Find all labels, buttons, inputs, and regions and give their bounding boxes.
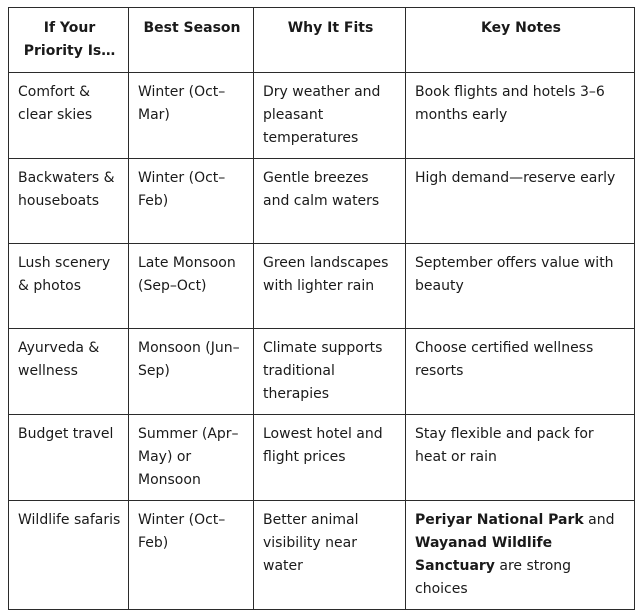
- cell-notes: Stay flexible and pack for heat or rain: [406, 415, 635, 501]
- cell-priority: Comfort & clear skies: [9, 73, 129, 159]
- cell-why: Green landscapes with lighter rain: [254, 244, 406, 329]
- table-container: [8, 7, 634, 610]
- header-notes: Key Notes: [406, 8, 635, 73]
- cell-notes: September offers value with beauty: [406, 244, 635, 329]
- cell-why: Dry weather and pleasant temperatures: [254, 73, 406, 159]
- cell-season: Winter (Oct–Feb): [129, 501, 254, 610]
- cell-priority: Ayurveda & wellness: [9, 329, 129, 415]
- note-tail: are strong choices: [415, 558, 572, 597]
- header-row: [9, 8, 635, 73]
- cell-why: Gentle breezes and calm waters: [254, 159, 406, 244]
- table-row: [9, 329, 635, 415]
- cell-notes: Choose certified wellness resorts: [406, 329, 635, 415]
- cell-priority: Budget travel: [9, 415, 129, 501]
- cell-why: Climate supports traditional therapies: [254, 329, 406, 415]
- table-row: [9, 73, 635, 159]
- cell-season: Late Monsoon (Sep–Oct): [129, 244, 254, 329]
- cell-priority: Lush scenery & photos: [9, 244, 129, 329]
- cell-notes: [406, 501, 635, 610]
- cell-why: Better animal visibility near water: [254, 501, 406, 610]
- cell-season: Summer (Apr–May) or Monsoon: [129, 415, 254, 501]
- cell-season: Winter (Oct–Feb): [129, 159, 254, 244]
- table-row: [9, 244, 635, 329]
- cell-why: Lowest hotel and flight prices: [254, 415, 406, 501]
- cell-season: Winter (Oct–Mar): [129, 73, 254, 159]
- table-row: [9, 415, 635, 501]
- cell-notes: High demand—reserve early: [406, 159, 635, 244]
- header-why: Why It Fits: [254, 8, 406, 73]
- cell-priority: Wildlife safaris: [9, 501, 129, 610]
- cell-notes: Book flights and hotels 3–6 months early: [406, 73, 635, 159]
- table-row: [9, 501, 635, 610]
- cell-season: Monsoon (Jun–Sep): [129, 329, 254, 415]
- cell-priority: Backwaters & houseboats: [9, 159, 129, 244]
- park-name-periyar: Periyar National Park: [415, 512, 584, 528]
- park-name-wayanad: Wayanad Wildlife Sanctuary: [415, 535, 553, 574]
- header-season: Best Season: [129, 8, 254, 73]
- table-row: [9, 159, 635, 244]
- header-priority: If Your Priority Is…: [9, 8, 129, 73]
- note-connector: and: [583, 512, 615, 528]
- season-priority-table: [8, 7, 635, 610]
